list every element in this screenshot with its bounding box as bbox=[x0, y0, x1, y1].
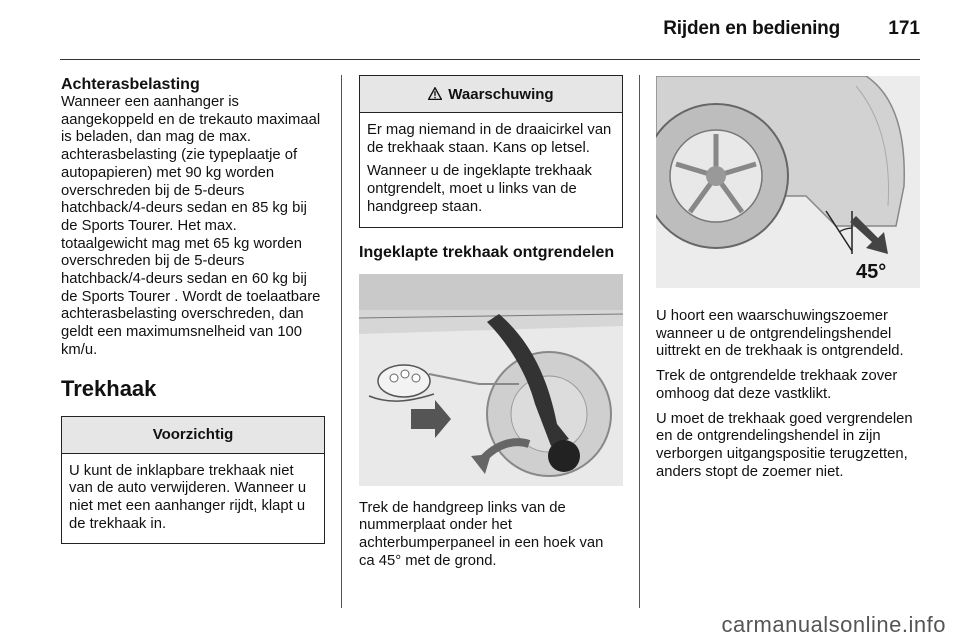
warning-box-header bbox=[360, 76, 622, 113]
warning-box-text-2: Wanneer u de ingeklapte trekhaak ontgrendelt, moet u links van de handgreep staan. bbox=[367, 163, 592, 215]
caution-box-title: Voorzichtig bbox=[62, 417, 324, 454]
unlock-instruction-caption: Trek de handgreep links van de nummerplaat onder het achterbumperpaneel in een hoek van ca 45° met de grond. bbox=[359, 499, 604, 569]
raise-towbar-paragraph: Trek de ontgrendelde trekhaak zover omhoog dat deze vastklikt. bbox=[656, 368, 898, 402]
caution-box bbox=[61, 416, 325, 545]
column-left bbox=[61, 76, 325, 544]
column-right bbox=[656, 76, 922, 488]
warning-box-body bbox=[360, 113, 622, 227]
unlock-towbar-heading: Ingeklapte trekhaak ontgrendelen bbox=[359, 243, 615, 261]
column-middle bbox=[359, 75, 623, 577]
lock-towbar-paragraph: U moet de trekhaak goed vergrendelen en de ontgrendelingshendel in zijn verborgen uitgangspositie terugzetten, anders stopt de zoemer niet. bbox=[656, 410, 913, 480]
header-rule bbox=[60, 59, 920, 60]
buzzer-paragraph: U hoort een waarschuwingszoemer wanneer u de ontgrendelingshendel uittrekt en de trekhaak is ontgrendeld. bbox=[656, 308, 904, 360]
towbar-handle-figure bbox=[359, 274, 623, 486]
warning-box-title: Waarschuwing bbox=[448, 86, 554, 103]
caution-box-body bbox=[62, 454, 324, 544]
rear-axle-load-heading: Achterasbelasting bbox=[61, 76, 200, 93]
page-header-title: Rijden en bediening bbox=[663, 18, 840, 39]
towbar-section-heading: Trekhaak bbox=[61, 375, 157, 401]
column-divider-2 bbox=[639, 75, 640, 608]
warning-triangle-icon bbox=[428, 86, 446, 102]
bumper-angle-figure bbox=[656, 76, 920, 288]
warning-box bbox=[359, 75, 623, 228]
warning-box-text-1: Er mag niemand in de draaicirkel van de trekhaak staan. Kans op letsel. bbox=[367, 122, 612, 156]
rear-axle-load-paragraph: Wanneer een aanhanger is aangekoppeld en de trekauto maximaal is beladen, dan mag de max. achterasbelasting (zie typeplaatje of autopapieren) met 90 kg worden overschreden bij de 5-deurs hatchback/4-deurs sedan en 85 kg bij de Sports Tourer. Het max. totaalgewicht mag met 65 kg worden overschreden bij de 5-deurs hatchback/4-deurs sedan en 60 kg bij de Sports Tourer . Wordt de toelaatbare achterasbelasting overschreden, dan geldt een maximumsnelheid van 100 km/u. bbox=[61, 94, 321, 358]
watermark: carmanualsonline.info bbox=[721, 612, 946, 637]
angle-label: 45° bbox=[856, 261, 887, 283]
caution-box-text: U kunt de inklapbare trekhaak niet van de auto verwijderen. Wanneer u niet met een aanhanger rijdt, klapt u de trekhaak in. bbox=[69, 462, 307, 532]
column-divider-1 bbox=[341, 75, 342, 608]
page-number: 171 bbox=[888, 18, 920, 39]
